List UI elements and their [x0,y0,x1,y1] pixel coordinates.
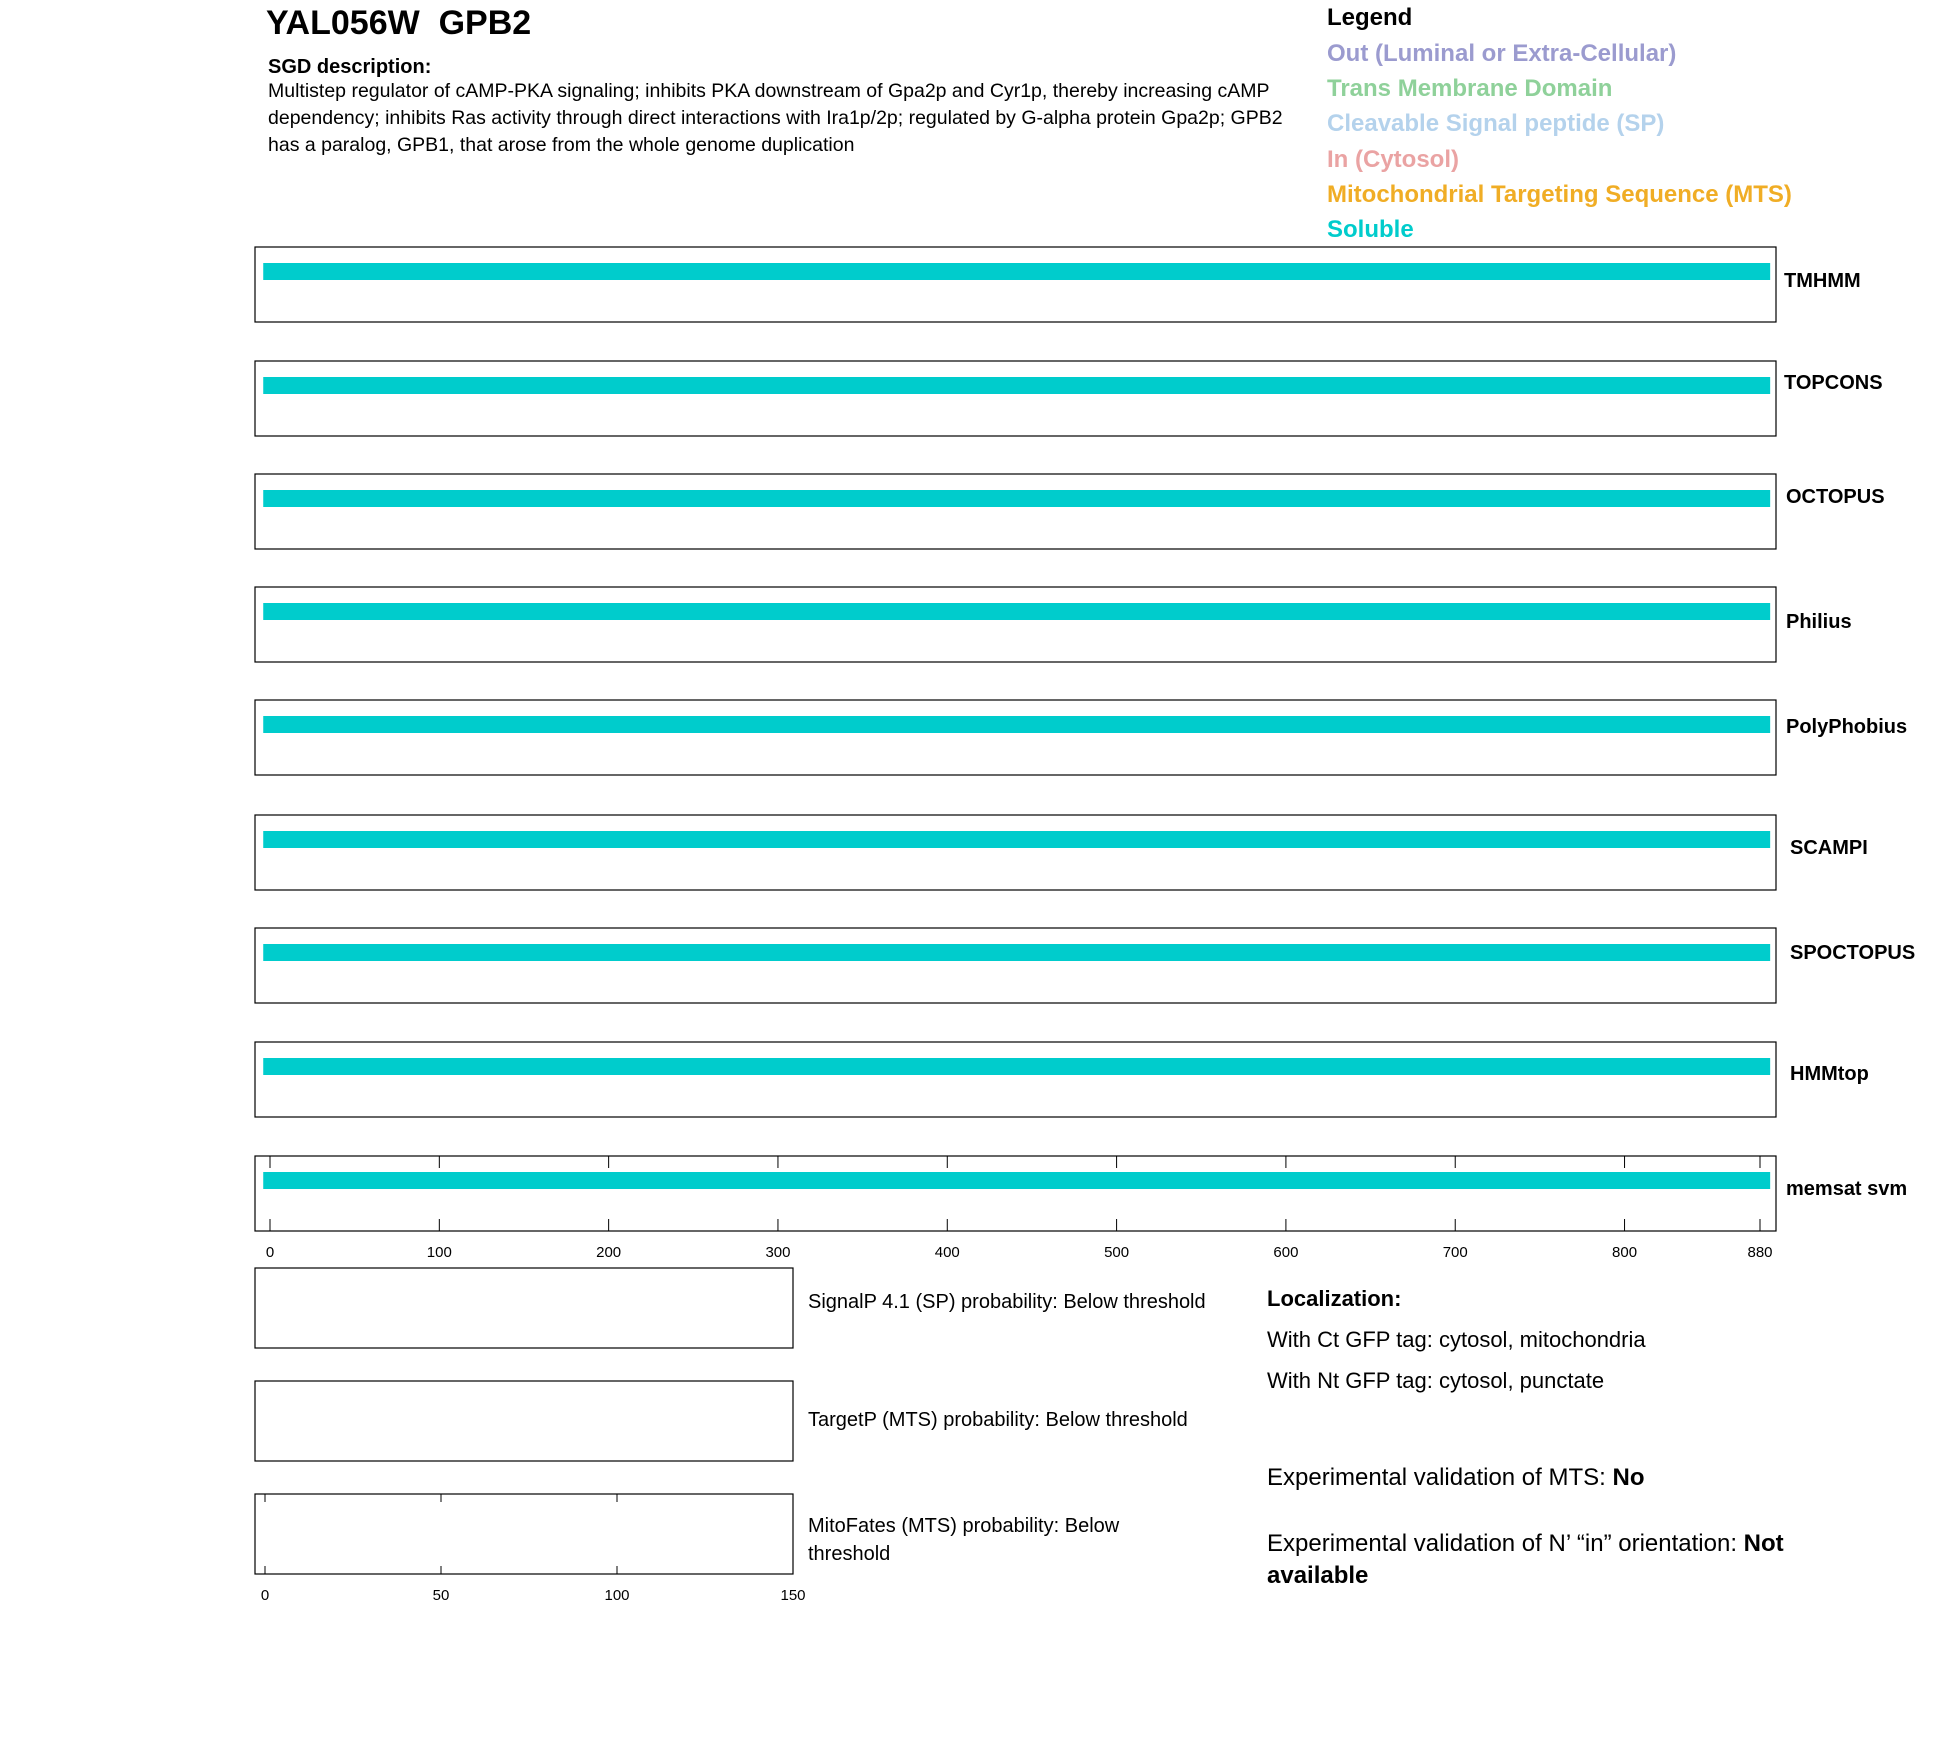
mts-validation-value: No [1612,1464,1645,1491]
track-segment-hmmtop-0 [263,1058,1770,1075]
topology-x-axis [266,1156,1773,1261]
track-segment-scampi-0 [263,831,1770,848]
description-heading: SGD description: [268,56,432,78]
prob-x-tick-label-150: 150 [780,1587,806,1604]
track-box-polyphobius [255,700,1776,775]
legend-item-mts: Mitochondrial Targeting Sequence (MTS) [1327,181,1792,208]
x-tick-label-0: 0 [265,1244,275,1261]
x-tick-label-700: 700 [1442,1244,1468,1261]
targetp-label: TargetP (MTS) probability: Below threshold [808,1409,1188,1431]
prob-x-tick-label-100: 100 [604,1587,630,1604]
mitofates-label: MitoFates (MTS) probability: Below threshold [808,1515,1120,1565]
track-segment-octopus-0 [263,490,1770,507]
track-box-hmmtop [255,1042,1776,1117]
legend-item-sp: Cleavable Signal peptide (SP) [1327,110,1665,137]
orientation-validation-value: Not available [1267,1530,1784,1589]
track-segment-topcons-0 [263,377,1770,394]
track-label-hmmtop: HMMtop [1790,1063,1869,1085]
probability-panel-1 [255,1381,793,1461]
track-box-memsat-svm [255,1156,1776,1231]
orientation-validation-label: Experimental validation of N’ “in” orientation: [1267,1530,1744,1557]
prob-x-tick-label-50: 50 [432,1587,450,1604]
x-tick-label-400: 400 [934,1244,960,1261]
track-box-tmhmm [255,247,1776,322]
x-tick-label-880: 880 [1747,1244,1773,1261]
track-box-topcons [255,361,1776,436]
track-segment-philius-0 [263,603,1770,620]
x-tick-label-300: 300 [765,1244,791,1261]
track-segment-spoctopus-0 [263,944,1770,961]
page-title: YAL056W GPB2 [266,4,532,42]
x-tick-label-600: 600 [1273,1244,1299,1261]
mts-validation [1267,1462,1827,1494]
track-box-philius [255,587,1776,662]
track-label-tmhmm: TMHMM [1784,270,1861,292]
mts-validation-label: Experimental validation of MTS: [1267,1464,1613,1491]
track-label-spoctopus: SPOCTOPUS [1790,942,1916,964]
track-label-memsat-svm: memsat svm [1786,1178,1908,1200]
localization-heading: Localization: [1267,1286,1402,1311]
x-tick-label-800: 800 [1612,1244,1638,1261]
legend-item-tm: Trans Membrane Domain [1327,75,1613,102]
x-tick-label-100: 100 [426,1244,452,1261]
legend-item-in: In (Cytosol) [1327,146,1459,173]
prob-x-tick-label-0: 0 [260,1587,270,1604]
probability-panel-0 [255,1268,793,1348]
localization-ct: With Ct GFP tag: cytosol, mitochondria [1267,1327,1646,1352]
signalp-label: SignalP 4.1 (SP) probability: Below threshold [808,1291,1206,1313]
track-box-octopus [255,474,1776,549]
localization-nt: With Nt GFP tag: cytosol, punctate [1267,1368,1605,1393]
probability-panels [255,1268,806,1604]
x-tick-label-500: 500 [1104,1244,1130,1261]
legend-title: Legend [1327,4,1413,31]
legend-item-out: Out (Luminal or Extra-Cellular) [1327,40,1677,67]
probability-panel-2 [255,1494,793,1574]
legend-item-soluble: Soluble [1327,216,1414,243]
track-segment-tmhmm-0 [263,263,1770,280]
track-segment-polyphobius-0 [263,716,1770,733]
orientation-validation [1267,1528,1827,1592]
topology-tracks [255,247,1776,1231]
description-text: Multistep regulator of cAMP-PKA signaling; inhibits PKA downstream of Gpa2p and Cyr1p, thereby increasing cAMP dependency; inhibits Ras activity through direct interactions with Ira1p/2p; regulated by G-alpha protein Gpa2p; GPB2 has a paralog, GPB1, that arose from the whole genome duplication [268,80,1283,156]
x-tick-label-200: 200 [596,1244,622,1261]
track-label-octopus: OCTOPUS [1786,486,1885,508]
track-label-scampi: SCAMPI [1790,837,1868,859]
track-label-topcons: TOPCONS [1784,372,1883,394]
track-segment-memsat-svm-0 [263,1172,1770,1189]
track-box-scampi [255,815,1776,890]
track-label-polyphobius: PolyPhobius [1786,716,1908,738]
track-label-philius: Philius [1786,611,1852,633]
track-box-spoctopus [255,928,1776,1003]
